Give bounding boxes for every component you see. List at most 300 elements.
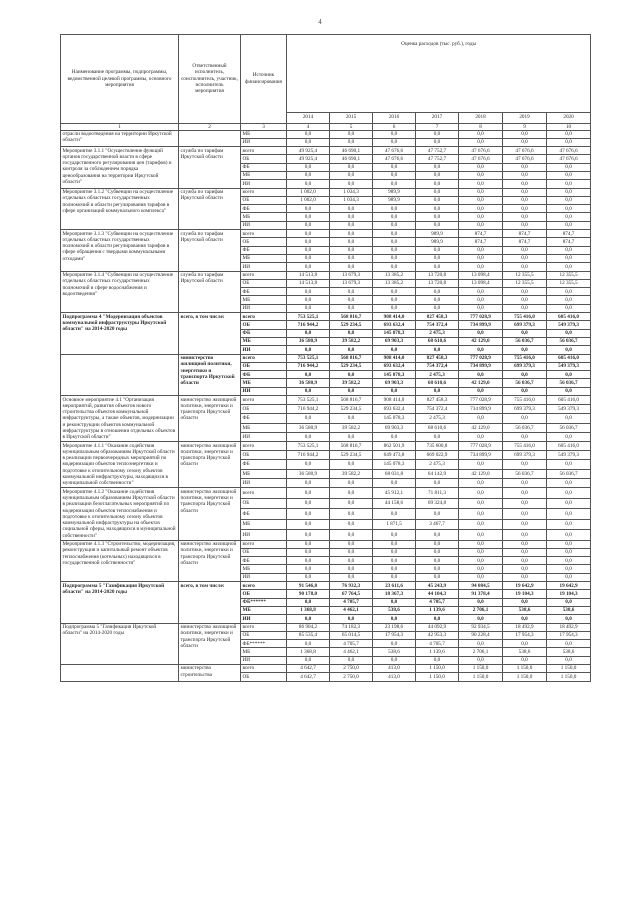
row-source: всего (241, 442, 287, 451)
row-value: 0,0 (287, 565, 330, 573)
row-source: ИИ (241, 478, 287, 487)
row-value: 0,0 (330, 246, 373, 254)
row-value: 538,6 (547, 648, 591, 656)
row-source: всего (241, 664, 287, 672)
row-source: ИИ (241, 656, 287, 664)
row-value: 0,0 (330, 288, 373, 296)
row-value: 568 816,7 (330, 442, 373, 451)
row-value: 0,0 (330, 557, 373, 565)
row-value: 0,0 (503, 221, 547, 229)
row-value: 13 385,2 (373, 279, 416, 287)
row-value: 0,0 (416, 254, 459, 262)
row-value: 4 462,1 (330, 606, 373, 614)
row-value: 0,0 (330, 213, 373, 221)
row-value: 0,0 (547, 565, 591, 573)
row-source: МБ (241, 296, 287, 304)
row-source: МБ (241, 469, 287, 478)
row-value: 0,0 (503, 548, 547, 556)
row-name: Подпрограмма 5 "Газификация Иркутской области" на 2014-2020 годы (61, 582, 179, 623)
header-period: Оценка расходов (тыс. руб.), годы (287, 35, 591, 113)
row-value: 56 036,7 (547, 469, 591, 478)
row-source: ОБ (241, 498, 287, 508)
row-value: 989,9 (373, 196, 416, 204)
row-value: 13 098,4 (459, 279, 503, 287)
row-value: 2 706,1 (459, 606, 503, 614)
row-name: Мероприятие 3.1.3 "Субвенции на осуществление отдельных областных государственных полномочий в области регулирования тарифов в сфере обращения с твердыми коммунальными отходами" (61, 230, 179, 271)
row-value: 0,0 (416, 221, 459, 229)
row-value: 0,0 (547, 304, 591, 312)
row-value: 0,0 (416, 565, 459, 573)
row-value: 65 014,5 (330, 631, 373, 639)
row-value: 0,0 (373, 238, 416, 246)
row-value: 47 676,6 (503, 155, 547, 163)
row-value: 0,0 (287, 221, 330, 229)
row-value: 0,0 (459, 598, 503, 606)
row-name: Мероприятие 3.1.2 "Субвенции на осуществление отдельных областных государственных полномочий в области регулирования тарифов в сфере организаций коммунального комплекса" (61, 188, 179, 229)
row-value: 0,0 (416, 548, 459, 556)
row-source: ИИ (241, 530, 287, 541)
row-value: 0,0 (373, 346, 416, 354)
row-value: 0,0 (547, 598, 591, 606)
row-source: МБ (241, 171, 287, 179)
header-executor: Ответственный исполнитель, соисполнитель, участник, исполнитель мероприятия (179, 35, 241, 124)
table-row (61, 623, 591, 631)
row-value: 755 416,0 (503, 442, 547, 451)
header-column-number: 8 (459, 123, 503, 130)
row-value: 874,7 (459, 230, 503, 238)
row-value: 0,0 (416, 188, 459, 196)
row-value: 0,0 (330, 221, 373, 229)
row-value: 0,0 (330, 180, 373, 188)
row-value: 734 899,9 (459, 362, 503, 370)
row-source: ФБ (241, 205, 287, 213)
row-value: 0,0 (330, 540, 373, 548)
row-executor: министерство строительства (179, 664, 241, 681)
row-value: 1 150,0 (416, 673, 459, 681)
row-value: 529 234,5 (330, 451, 373, 460)
row-value: 42 129,0 (459, 469, 503, 478)
row-value: 0,0 (287, 387, 330, 395)
row-value: 0,0 (459, 640, 503, 648)
row-name: Подпрограмма 4 "Модернизация объектов коммунальной инфраструктуры Иркутской области" на 2014-2020 годы (61, 313, 179, 354)
row-value: 753 525,1 (287, 354, 330, 362)
row-source: МБ (241, 606, 287, 614)
row-source: ФБ (241, 246, 287, 254)
row-value: 0,0 (373, 180, 416, 188)
row-value: 0,0 (330, 254, 373, 262)
row-value: 1 150,0 (416, 664, 459, 672)
table-body (61, 130, 591, 681)
row-value: 908 414,0 (373, 313, 416, 321)
header-year: 2019 (503, 112, 547, 123)
row-value: 42 953,3 (416, 631, 459, 639)
row-name: Мероприятие 4.1.1 "Оказание содействия муниципальным образованиям Иркутской области в реализации первоочередных мероприятий по модернизации объектов теплоэнергетики и подготовке к отопительному сезону объектов коммунальной инфраструктуры, находящихся в муниципальной собственности" (61, 442, 179, 488)
row-source: ИИ (241, 573, 287, 581)
row-value: 69 324,8 (416, 498, 459, 508)
row-value: 0,0 (459, 188, 503, 196)
row-value: 0,0 (416, 432, 459, 441)
row-value: 0,0 (287, 414, 330, 423)
row-source: всего (241, 354, 287, 362)
row-value: 0,0 (547, 548, 591, 556)
row-value: 413,0 (373, 664, 416, 672)
row-value: 0,0 (459, 387, 503, 395)
row-value: 0,0 (459, 565, 503, 573)
row-source: ОБ (241, 321, 287, 329)
table-row (61, 130, 591, 138)
row-value: 0,0 (373, 598, 416, 606)
row-value: 0,0 (416, 346, 459, 354)
row-value: 755 416,0 (503, 396, 547, 405)
row-value: 0,0 (547, 414, 591, 423)
row-value: 0,0 (503, 196, 547, 204)
row-source: ОБ (241, 238, 287, 246)
row-value: 0,0 (503, 557, 547, 565)
row-value: 0,0 (287, 640, 330, 648)
row-value: 0,0 (330, 414, 373, 423)
row-value: 0,0 (459, 460, 503, 469)
row-source: МБ (241, 648, 287, 656)
row-value: 4 705,7 (416, 640, 459, 648)
row-value: 755 416,0 (503, 354, 547, 362)
row-value: 0,0 (416, 246, 459, 254)
row-value: 0,0 (459, 573, 503, 581)
row-value: 19 104,3 (503, 590, 547, 598)
row-name (61, 354, 179, 395)
row-value: 69 903,3 (373, 423, 416, 432)
row-value: 13 679,3 (330, 279, 373, 287)
row-value: 549 379,3 (547, 321, 591, 329)
row-source: МБ (241, 337, 287, 345)
table-row (61, 313, 591, 321)
row-source: ФБ (241, 288, 287, 296)
row-value: 0,0 (287, 488, 330, 498)
row-value: 989,9 (416, 230, 459, 238)
row-value: 0,0 (416, 478, 459, 487)
row-value: 0,0 (547, 573, 591, 581)
table-row (61, 582, 591, 590)
row-value: 42 129,0 (459, 379, 503, 387)
row-source: всего (241, 396, 287, 405)
row-value: 0,0 (547, 263, 591, 271)
header-column-number: 9 (503, 123, 547, 130)
row-value: 0,0 (547, 432, 591, 441)
row-value: 0,0 (547, 329, 591, 337)
row-name (61, 664, 179, 681)
row-source: всего (241, 313, 287, 321)
row-value: 0,0 (547, 346, 591, 354)
row-value: 549 379,3 (547, 451, 591, 460)
row-value: 0,0 (287, 296, 330, 304)
row-value: 0,0 (416, 387, 459, 395)
row-value: 36 580,9 (287, 337, 330, 345)
row-value: 2 475,3 (416, 371, 459, 379)
row-value: 39 582,2 (330, 423, 373, 432)
row-value: 0,0 (287, 346, 330, 354)
row-value: 36 580,9 (287, 379, 330, 387)
row-value: 74 182,3 (330, 623, 373, 631)
row-executor: министерство жилищной политики, энергетики и транспорта Иркутской области (179, 540, 241, 581)
row-value: 1 139,6 (416, 648, 459, 656)
row-value: 0,0 (459, 205, 503, 213)
row-executor: служба по тарифам Иркутской области (179, 271, 241, 312)
row-value: 693 632,4 (373, 362, 416, 370)
row-value: 19 642,9 (503, 582, 547, 590)
row-value: 18 492,9 (547, 623, 591, 631)
row-value: 18 367,3 (373, 590, 416, 598)
row-source: ИИ (241, 387, 287, 395)
row-value: 13 098,4 (459, 271, 503, 279)
row-value: 0,0 (287, 238, 330, 246)
row-value: 0,0 (416, 288, 459, 296)
row-value: 36 580,9 (287, 469, 330, 478)
row-value: 605 416,0 (547, 354, 591, 362)
row-value: 0,0 (330, 205, 373, 213)
row-value: 777 028,9 (459, 396, 503, 405)
row-name: Подпрограмма 5 "Газификация Иркутской области" на 2014-2020 годы (61, 623, 179, 664)
row-value: 56 036,7 (547, 337, 591, 345)
row-value: 827 458,3 (416, 396, 459, 405)
row-value: 1 139,6 (416, 606, 459, 614)
row-value: 47 676,6 (373, 147, 416, 155)
row-value: 0,0 (459, 557, 503, 565)
row-value: 0,0 (287, 230, 330, 238)
row-value: 0,0 (287, 171, 330, 179)
row-value: 716 944,2 (287, 405, 330, 414)
row-value: 538,6 (547, 606, 591, 614)
header-name: Наименование программы, подпрограммы, ведомственной целевой программы, основного мероприятия (61, 35, 179, 124)
row-value: 0,0 (503, 509, 547, 519)
row-value: 1 002,0 (287, 196, 330, 204)
row-value: 2 706,1 (459, 648, 503, 656)
row-value: 0,0 (547, 519, 591, 529)
row-value: 0,0 (459, 213, 503, 221)
row-value: 0,0 (459, 163, 503, 171)
row-value: 1 150,0 (547, 673, 591, 681)
table-row (61, 354, 591, 362)
row-source: ФБ****** (241, 598, 287, 606)
row-value: 989,9 (373, 188, 416, 196)
row-value: 0,0 (547, 656, 591, 664)
row-value: 12 355,5 (503, 271, 547, 279)
row-value: 0,0 (287, 371, 330, 379)
table-row (61, 488, 591, 498)
row-value: 47 676,6 (547, 155, 591, 163)
header-column-number: 1 (61, 123, 179, 130)
row-value: 0,0 (373, 557, 416, 565)
row-value: 0,0 (416, 530, 459, 541)
row-source: ОБ (241, 673, 287, 681)
row-value: 699 379,3 (503, 362, 547, 370)
row-source: ИИ (241, 615, 287, 623)
row-value: 90 228,4 (459, 631, 503, 639)
row-value: 0,0 (459, 221, 503, 229)
row-source: ФБ (241, 371, 287, 379)
row-source: ОБ (241, 590, 287, 598)
row-value: 14 513,8 (287, 271, 330, 279)
row-value: 827 458,3 (416, 313, 459, 321)
row-value: 0,0 (287, 540, 330, 548)
row-value: 0,0 (547, 196, 591, 204)
row-source: ИИ (241, 304, 287, 312)
row-value: 0,0 (330, 130, 373, 138)
row-value: 827 458,3 (416, 354, 459, 362)
header-year: 2018 (459, 112, 503, 123)
row-value: 0,0 (503, 498, 547, 508)
row-value: 0,0 (503, 205, 547, 213)
row-value: 0,0 (503, 180, 547, 188)
row-executor: всего, в том числе: (179, 313, 241, 354)
row-value: 0,0 (547, 387, 591, 395)
row-source: МБ (241, 519, 287, 529)
row-source: всего (241, 488, 287, 498)
row-value: 0,0 (547, 163, 591, 171)
row-value: 19 104,3 (547, 590, 591, 598)
row-value: 0,0 (503, 188, 547, 196)
row-value: 0,0 (459, 296, 503, 304)
row-executor: служба по тарифам Иркутской области (179, 188, 241, 229)
row-value: 1 150,0 (503, 673, 547, 681)
row-source: всего (241, 147, 287, 155)
row-value: 0,0 (330, 548, 373, 556)
row-value: 0,0 (373, 254, 416, 262)
row-source: ФБ (241, 460, 287, 469)
row-value: 0,0 (547, 488, 591, 498)
header-column-number: 4 (287, 123, 330, 130)
row-value: 0,0 (459, 432, 503, 441)
row-value: 716 944,2 (287, 321, 330, 329)
row-value: 0,0 (416, 130, 459, 138)
row-value: 529 234,5 (330, 362, 373, 370)
row-source: ОБ (241, 631, 287, 639)
row-value: 0,0 (459, 371, 503, 379)
row-value: 85 535,4 (287, 631, 330, 639)
row-value: 0,0 (503, 656, 547, 664)
row-value: 0,0 (547, 246, 591, 254)
row-value: 0,0 (330, 230, 373, 238)
row-source: МБ (241, 379, 287, 387)
row-value: 69 903,3 (373, 379, 416, 387)
row-value: 0,0 (547, 254, 591, 262)
row-executor: служба по тарифам Иркутской области (179, 230, 241, 271)
row-value: 0,0 (416, 171, 459, 179)
row-value: 0,0 (459, 519, 503, 529)
row-value: 0,0 (287, 656, 330, 664)
row-value: 0,0 (330, 296, 373, 304)
row-value: 754 372,4 (416, 405, 459, 414)
row-value: 0,0 (416, 557, 459, 565)
row-source: ФБ (241, 557, 287, 565)
row-value: 0,0 (330, 565, 373, 573)
row-source: ИИ (241, 138, 287, 146)
row-executor (179, 130, 241, 147)
row-value: 12 355,5 (503, 279, 547, 287)
row-value: 0,0 (287, 557, 330, 565)
row-value: 0,0 (287, 163, 330, 171)
row-source: ФБ****** (241, 640, 287, 648)
row-name: Мероприятие 4.1.2 "Оказание содействия муниципальным образованиям Иркутской области в реализации безотлагательных мероприятий по модернизации объектов теплоснабжения и подготовке к отопительному сезону объектов коммунальной инфраструктуры на объектах социальной сферы, находящихся в муниципальной собственности" (61, 488, 179, 540)
row-value: 39 582,2 (330, 379, 373, 387)
row-value: 0,0 (373, 263, 416, 271)
row-value: 18 492,9 (503, 623, 547, 631)
row-value: 56 036,7 (503, 379, 547, 387)
row-value: 1 150,0 (547, 664, 591, 672)
row-value: 94 084,5 (459, 582, 503, 590)
row-value: 91 378,4 (459, 590, 503, 598)
row-value: 0,0 (459, 478, 503, 487)
row-value: 0,0 (373, 387, 416, 395)
row-value: 2 750,0 (330, 664, 373, 672)
row-value: 19 642,9 (547, 582, 591, 590)
row-value: 0,0 (459, 246, 503, 254)
row-value: 0,0 (287, 130, 330, 138)
row-value: 0,0 (547, 213, 591, 221)
row-value: 699 379,3 (503, 321, 547, 329)
row-value: 145 078,3 (373, 329, 416, 337)
row-value: 0,0 (459, 329, 503, 337)
row-source: ОБ (241, 155, 287, 163)
row-source: всего (241, 230, 287, 238)
row-value: 68 031,8 (373, 469, 416, 478)
row-value: 568 816,7 (330, 396, 373, 405)
row-value: 605 416,0 (547, 313, 591, 321)
row-source: ИИ (241, 346, 287, 354)
row-value: 36 580,9 (287, 423, 330, 432)
row-value: 23 611,6 (373, 582, 416, 590)
row-value: 0,0 (459, 138, 503, 146)
row-value: 0,0 (416, 509, 459, 519)
row-value: 0,0 (416, 163, 459, 171)
row-value: 0,0 (503, 288, 547, 296)
row-value: 0,0 (373, 509, 416, 519)
header-year: 2014 (287, 112, 330, 123)
table-row (61, 396, 591, 405)
header-column-number: 10 (547, 123, 591, 130)
row-value: 0,0 (330, 387, 373, 395)
row-value: 0,0 (373, 478, 416, 487)
row-value: 0,0 (503, 130, 547, 138)
row-value: 0,0 (547, 530, 591, 541)
row-value: 0,0 (287, 573, 330, 581)
row-value: 0,0 (416, 304, 459, 312)
row-value: 0,0 (330, 460, 373, 469)
table-row (61, 188, 591, 196)
row-value: 0,0 (503, 254, 547, 262)
row-value: 753 525,1 (287, 313, 330, 321)
row-value: 13 720,8 (416, 279, 459, 287)
row-name: отрасли водоотведения на территории Иркутской области" (61, 130, 179, 147)
row-value: 0,0 (459, 130, 503, 138)
row-value: 0,0 (503, 432, 547, 441)
row-executor: служба по тарифам Иркутской области (179, 147, 241, 188)
row-source: МБ (241, 130, 287, 138)
row-value: 46 690,1 (330, 147, 373, 155)
row-value: 568 816,7 (330, 354, 373, 362)
row-value: 0,0 (503, 213, 547, 221)
row-value: 0,0 (287, 254, 330, 262)
row-value: 549 379,3 (547, 405, 591, 414)
row-name: Мероприятие 3.1.1 "Осуществление функций органов государственной власти в сфере государственного регулирования цен (тарифов) и контроля за соблюдением порядка ценообразования на территории Иркутской области" (61, 147, 179, 188)
row-value: 0,0 (459, 615, 503, 623)
row-value: 0,0 (416, 573, 459, 581)
row-value: 0,0 (547, 180, 591, 188)
row-value: 23 198,6 (373, 623, 416, 631)
row-source: всего (241, 540, 287, 548)
row-value: 0,0 (373, 573, 416, 581)
row-value: 0,0 (503, 640, 547, 648)
row-value: 874,7 (503, 230, 547, 238)
row-value: 0,0 (547, 288, 591, 296)
